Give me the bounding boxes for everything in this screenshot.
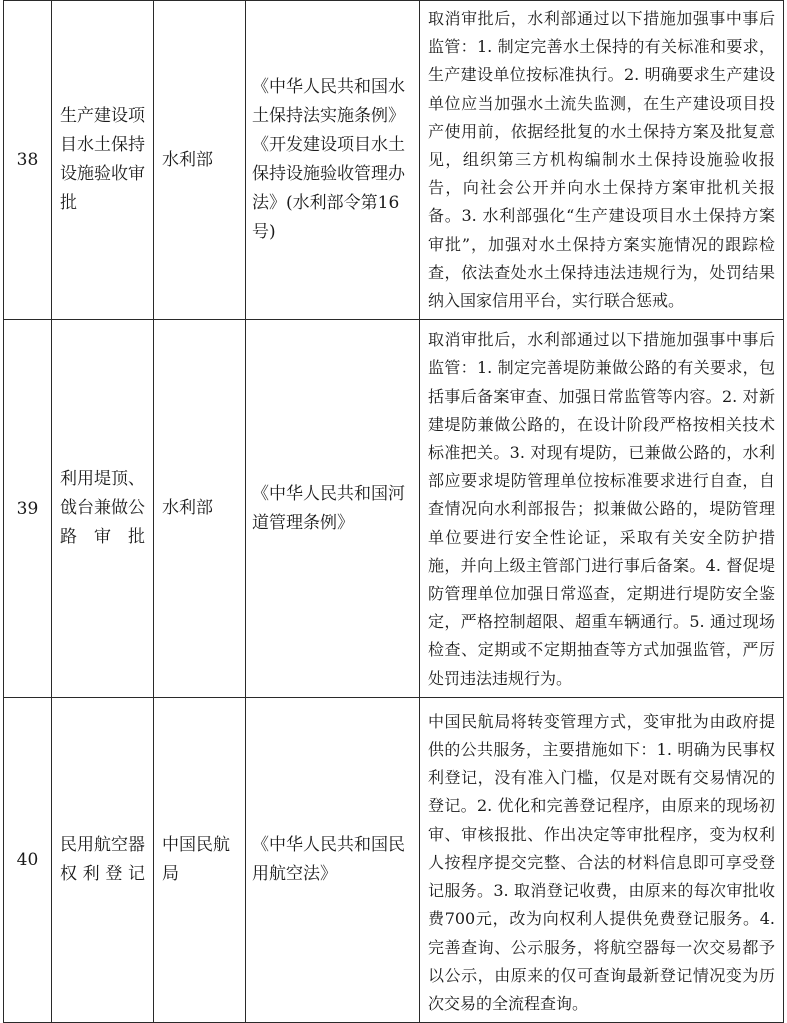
legal-basis: 《中华人民共和国河道管理条例》 xyxy=(246,320,420,698)
row-number: 39 xyxy=(4,320,52,698)
table-row xyxy=(4,697,784,1022)
legal-basis: 《中华人民共和国民用航空法》 xyxy=(246,697,420,1022)
legal-basis: 《中华人民共和国水土保持法实施条例》《开发建设项目水土保持设施验收管理办法》(水利部令第16号) xyxy=(246,1,420,320)
table-row xyxy=(4,320,784,698)
approval-items-table xyxy=(3,0,784,1023)
department: 中国民航局 xyxy=(154,697,246,1022)
supervision-measures: 取消审批后，水利部通过以下措施加强事中事后监管：1. 制定完善堤防兼做公路的有关要求，包括事后备案审查、加强日常监管等内容。2. 对新建堤防兼做公路的，在设计阶段严格按相关技术标准把关。3. 对现有堤防，已兼做公路的，水利部应要求堤防管理单位按标准要求进行自查，自查情况向水利部报告；拟兼做公路的，堤防管理单位要进行安全性论证，采取有关安全防护措施，并向上级主管部门进行事后备案。4. 督促堤防管理单位加强日常巡查，定期进行堤防安全鉴定，严格控制超限、超重车辆通行。5. 通过现场检查、定期或不定期抽查等方式加强监管，严厉处罚违法违规行为。 xyxy=(420,320,784,698)
department: 水利部 xyxy=(154,320,246,698)
department: 水利部 xyxy=(154,1,246,320)
item-name xyxy=(52,1,154,320)
item-name xyxy=(52,320,154,698)
supervision-measures: 中国民航局将转变管理方式，变审批为由政府提供的公共服务，主要措施如下：1. 明确为民事权利登记，没有准入门槛，仅是对既有交易情况的登记。2. 优化和完善登记程序，由原来的现场初审、审核报批、作出决定等审批程序，变为权利人按程序提交完整、合法的材料信息即可享受登记服务。3. 取消登记收费，由原来的每次审批收费700元，改为向权利人提供免费登记服务。4. 完善查询、公示服务，将航空器每一次交易都予以公示，由原来的仅可查询最新登记情况变为历次交易的全流程查询。 xyxy=(420,697,784,1022)
row-number: 40 xyxy=(4,697,52,1022)
supervision-measures: 取消审批后，水利部通过以下措施加强事中事后监管：1. 制定完善水土保持的有关标准和要求，生产建设单位按标准执行。2. 明确要求生产建设单位应当加强水土流失监测，在生产建设项目投产使用前，依据经批复的水土保持方案及批复意见，组织第三方机构编制水土保持设施验收报告，向社会公开并向水土保持方案审批机关报备。3. 水利部强化“生产建设项目水土保持方案审批”，加强对水土保持方案实施情况的跟踪检查，依法查处水土保持违法违规行为，处罚结果纳入国家信用平台，实行联合惩戒。 xyxy=(420,1,784,320)
item-name xyxy=(52,697,154,1022)
row-number: 38 xyxy=(4,1,52,320)
table-row xyxy=(4,1,784,320)
item-name-text: 民用航空器权利登记 xyxy=(60,834,145,884)
item-name-text: 生产建设项目水土保持设施验收审批 xyxy=(60,106,145,214)
item-name-text: 利用堤顶、戗台兼做公路审批 xyxy=(60,469,145,548)
